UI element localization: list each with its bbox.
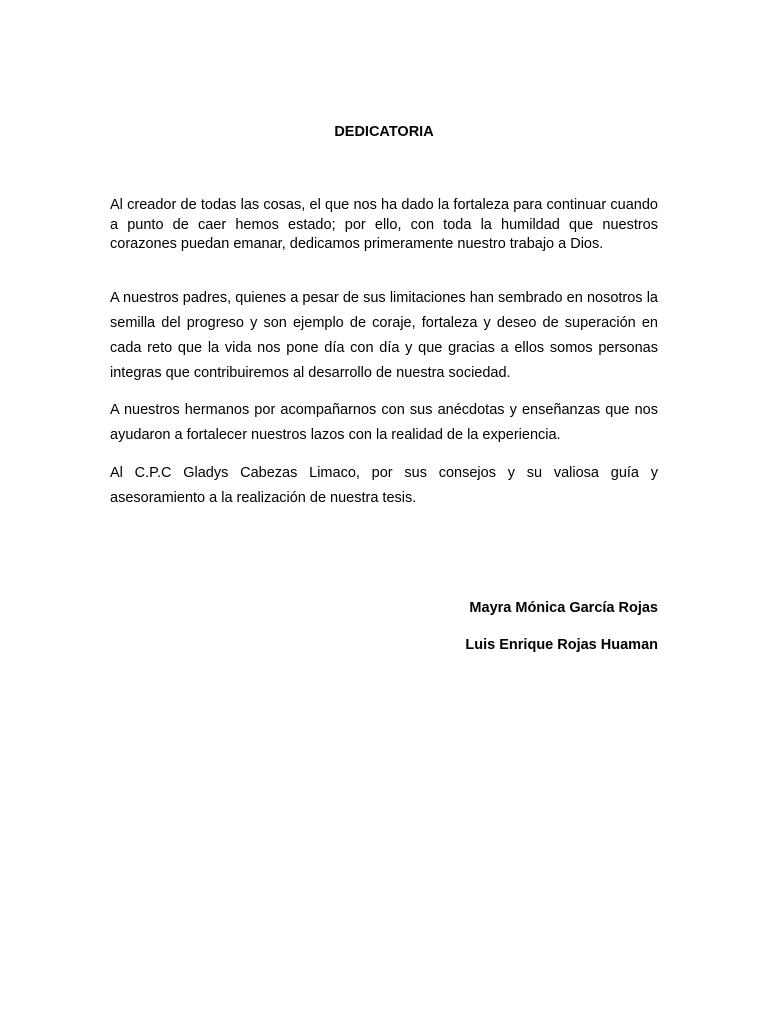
page-title: DEDICATORIA — [334, 124, 434, 140]
signature-author-2: Luis Enrique Rojas Huaman — [465, 637, 658, 653]
dedication-paragraph-god: Al creador de todas las cosas, el que nos ha dado la fortaleza para continuar cuando a punto de caer hemos estado; por ello, con toda la humildad que nuestros corazones puedan emanar, dedicamos primeramente nuestro trabajo a Dios. — [110, 197, 658, 252]
dedication-paragraph-parents: A nuestros padres, quienes a pesar de sus limitaciones han sembrado en nosotros la semilla del progreso y son ejemplo de coraje, fortaleza y deseo de superación en cada reto que la vida nos pone día con día y que gracias a ellos somos personas integras que contribuiremos al desarrollo de nuestra sociedad. — [110, 290, 658, 381]
dedication-paragraph-siblings: A nuestros hermanos por acompañarnos con sus anécdotas y enseñanzas que nos ayudaron a fortalecer nuestros lazos con la realidad de la experiencia. — [110, 402, 658, 443]
signature-author-1: Mayra Mónica García Rojas — [469, 600, 658, 616]
dedication-paragraph-advisor: Al C.P.C Gladys Cabezas Limaco, por sus consejos y su valiosa guía y asesoramiento a la realización de nuestra tesis. — [110, 465, 658, 506]
